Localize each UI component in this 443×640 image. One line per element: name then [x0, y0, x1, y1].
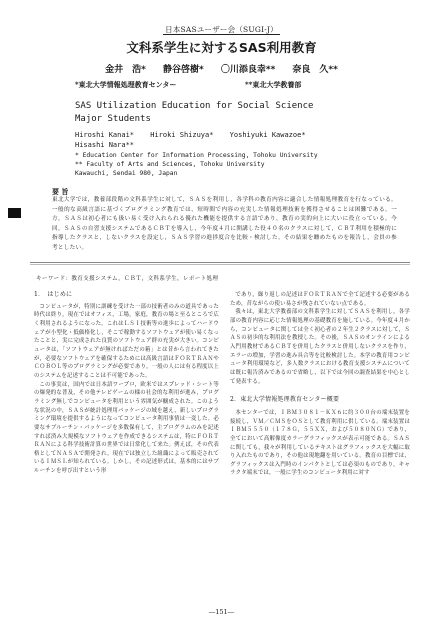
- body-paragraph: コンピュータが，特別に訓練を受けた一部の技術者のみの道具であった時代は終り，現在ではオフィス，工場，家庭，教育の場と至るところで広く利用されるようになった。これはＬＳＩ技術等の進歩によってハードウェアが小型化・低価格化し，そこで稼動するソフトウェアが使い易くなったことと，実に完成された良質のソフトウェア群の充実が大きい。コンピュータは，「ソフトウェアが無ければただの箱」とは昔から言われてきたが，必要なソフトウェアを確保するためには高級言語はＦＯＲＴＲＡＮやＣＯＢＯＬ等のプログラミングが必要であり，一般の人には有る程度以上のシステムを記述することは不可能であった。: [34, 303, 219, 379]
- margin-marker: [8, 208, 21, 218]
- section-heading: 1． はじめに: [34, 291, 73, 298]
- section-heading: 2．東北大学情報処理教育センター概要: [230, 396, 340, 404]
- body-paragraph: 本センターでは，ＩＢＭ３０８１－ＫＸ６に約３００台の端末装置を接続し，ＶＭ／ＣＭＳをＯＳとして教育利用に供している。端末装置はＩＢＭ５５５０（１７８Ｇ，５５ＸＸ，および５０８０ＮＧ）であり，全てにおいて高解像度カラーグラフィックスが表示可能である。ＳＡＳに関しても，我々が利用しているテキストはグラフィックスを大幅に取り入れたものであり，その他は現地翻を用いている。教育の目標では，グラフィックスは入門時のインパクトとしては必須のものであり，キャラクタ端末では，一般に学生のコンピュータ利用に対す: [230, 409, 410, 477]
- divider: [30, 264, 410, 265]
- author-en: Hiroshi Kanai*: [75, 131, 135, 139]
- paper-title-en: [75, 100, 395, 126]
- title-en-line: SAS Utilization Education for Social Science: [75, 101, 314, 111]
- affiliation-ja: *東北大学情報処理教育センター: [75, 80, 177, 89]
- conference-name: [0, 24, 443, 35]
- affiliation-ja: **東北大学教養部: [245, 80, 302, 89]
- conference-label: 日本SASユーザー会（SUGI-J）: [165, 25, 278, 34]
- abstract-heading: 要 旨: [52, 187, 69, 196]
- author-ja: 静谷啓樹*: [163, 65, 204, 75]
- page-number: ―151―: [208, 608, 235, 616]
- authors-en-row: [75, 130, 405, 140]
- body-paragraph: であり，繰り返しの記述はＦＯＲＴＲＡＮで全て記述する必要があるため，昔ながらの使い易さが残されていない点である。: [230, 292, 410, 307]
- abstract-text: 東北大学では，教養部段階の文科系学生に対して，ＳＡＳを利用し，各学科の教育内容に適合した情報処理教育を行なっている。一般的な高級言語に基づくプログラミング教育では，短時間で内容の充実した情報処理技術を獲得させることは困難である。一方，ＳＡＳは初心者にも扱い易く受け入れられる優れた機能を提供する言語であり，教育の実的向上に大いに役立っている。今回，ＳＡＳの自習支援システムであるＣＢＴを導入し，今年度４月に開講した役４０名のクラスに対して，ＣＢＴ利用を積極的に指導したクラスと，しないクラスを設定し，ＳＡＳ学習の進捗度合を比較・検討した。その結果を纏めたものを報告し，会員の参考としたい。: [52, 197, 397, 251]
- title-en-line: Major Students: [75, 114, 151, 124]
- right-column: [230, 291, 410, 478]
- affiliation-en: Kawauchi, Sendai 980, Japan: [75, 170, 178, 177]
- author-ja: 〇川添良幸**: [220, 65, 276, 75]
- authors-en: [75, 130, 405, 150]
- authors-en-row: [75, 140, 405, 150]
- author-en: Hiroki Shizuya*: [150, 131, 214, 139]
- keywords: キーワード：教育支援システム，ＣＢＴ，文科系学生，レポート処理: [36, 276, 219, 282]
- affiliations-en: [75, 151, 405, 178]
- affiliations-ja: [75, 80, 395, 90]
- authors-ja: [0, 62, 443, 75]
- author-en: Hisashi Nara**: [75, 141, 135, 149]
- body-paragraph: この事実は，国内では日本語ワープロ，欧米ではスプレッド・シート等の爆発的な普及，その他テレビゲームの様の社会的な利用が進み，プログラミング無しでコンピュータを利用という雰囲気が醸成された。このような状況の中，ＳＡＳが統計処理用パッケージの域を越え，新しいプログラミング環境を提供するようになってコンピュータ利用事情は一変した。必要なサブルーチン・パッケージを多数保有して，主プログラムのみを記述すれば済み大規模なソフトウェアを作成できるシステムは，特にＦＯＲＴＲＡＮによる科学技術計算の世界では日常化して来た。例えば，その代表格としてＮＡＳＡで開発され，現在では独立した組織によって販売されているＩＭＳＬが知られている。しかし，その記述形式は，基本的にはサブルーチンを呼び出すという形: [34, 381, 219, 475]
- author-en: Yoshiyuki Kawazoe*: [229, 131, 306, 139]
- author-ja: 金井 浩*: [105, 65, 146, 75]
- paper-title-ja: 文科系学生に対するSAS利用教育: [126, 40, 317, 55]
- author-ja: 奈良 久**: [292, 65, 338, 75]
- left-column: [34, 291, 219, 476]
- affiliation-en: * Education Center for Information Processing, Tohoku University: [75, 152, 318, 159]
- divider: [30, 262, 410, 263]
- body-paragraph: 我々は，東北大学教養部の文科系学生に対してＳＡＳを利用し，各学部の教育内容に応じた情報処理の基礎教育を施している。今年度４月から，コンピュータに関しては全く初心者の２年生２クラスに対して，ＳＡＳの初歩的な利用法を教授した。その後，ＳＡＳのオンラインによる入門用教材であるＣＢＴを併用したクラスと併用しないクラスを作り，エラーの増加，学習の進み具合等を比較検討した。本学の教育用コンピュータ利用環境など，多人数クラスにおける教育支援システムについては既に報告済みであるので省略し，以下では今回の調査結果を中心として発表する。: [230, 309, 410, 385]
- affiliation-en: ** Faculty of Arts and Sciences, Tohoku University: [75, 161, 265, 168]
